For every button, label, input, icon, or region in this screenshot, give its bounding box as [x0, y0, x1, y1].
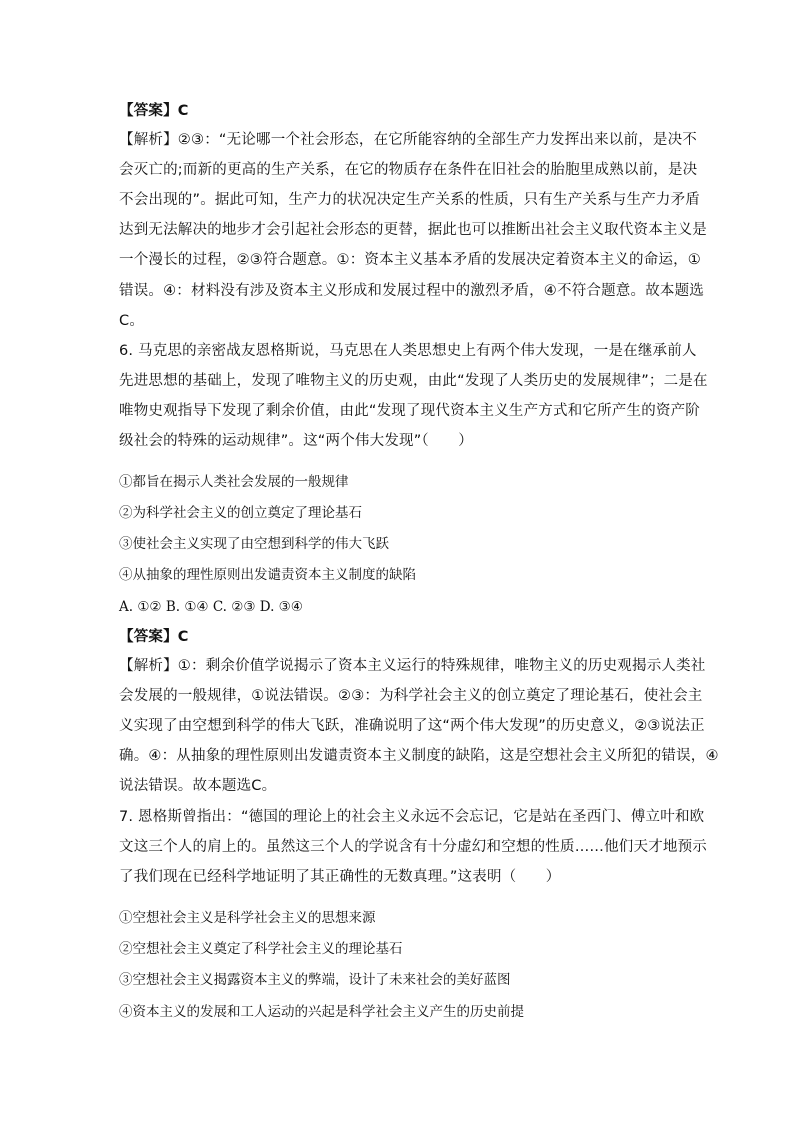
question-6-choices: A. ①② B. ①④ C. ②③ D. ③④: [119, 599, 303, 615]
question-6-option-4: ④从抽象的理性原则出发谴责资本主义制度的缺陷: [119, 567, 416, 583]
question-7-option-3: ③空想社会主义揭露资本主义的弊端，设计了未来社会的美好蓝图: [119, 972, 511, 988]
answer-label-5: 【答案】C: [119, 103, 189, 119]
analysis-6-line-2: 会发展的一般规律，①说法错误。②③：为科学社会主义的创立奠定了理论基石，使社会主: [119, 688, 703, 704]
analysis-5-line-6: 错误。④：材料没有涉及资本主义形成和发展过程中的激烈矛盾，④不符合题意。故本题选: [119, 283, 704, 299]
question-7-option-1: ①空想社会主义是科学社会主义的思想来源: [119, 910, 376, 926]
question-7-line-2: 文这三个人的肩上的。虽然这三个人的学说含有十分虚幻和空想的性质……他们天才地预示: [119, 839, 707, 855]
question-6-option-3: ③使社会主义实现了由空想到科学的伟大飞跃: [119, 536, 389, 552]
question-7-line-3: 了我们现在已经科学地证明了其正确性的无数真理。”这表明（ ）: [119, 869, 561, 885]
question-6-line-2: 先进思想的基础上，发现了唯物主义的历史观，由此“发现了人类历史的发展规律”；二是在: [119, 373, 708, 389]
analysis-5-line-2: 会灭亡的;而新的更高的生产关系，在它的物质存在条件在旧社会的胎胞里成熟以前，是决: [119, 162, 698, 178]
question-6-option-2: ②为科学社会主义的创立奠定了理论基石: [119, 505, 362, 521]
analysis-6-line-5: 说法错误。故本题选C。: [119, 778, 277, 794]
analysis-5-line-4: 达到无法解决的地步才会引起社会形态的更替，据此也可以推断出社会主义取代资本主义是: [119, 222, 707, 238]
analysis-5-line-7: C。: [119, 313, 145, 329]
question-6-line-4: 级社会的特殊的运动规律”。这“两个伟大发现”（ ）: [119, 433, 473, 449]
answer-label-6: 【答案】C: [119, 629, 189, 645]
question-7-option-4: ④资本主义的发展和工人运动的兴起是科学社会主义产生的历史前提: [119, 1004, 524, 1020]
analysis-5-line-5: 一个漫长的过程，②③符合题意。①：资本主义基本矛盾的发展决定着资本主义的命运，①: [119, 252, 701, 268]
analysis-6-line-1: 【解析】①：剩余价值学说揭示了资本主义运行的特殊规律，唯物主义的历史观揭示人类社: [119, 658, 706, 674]
analysis-6-line-4: 确。④：从抽象的理性原则出发谴责资本主义制度的缺陷，这是空想社会主义所犯的错误，④: [119, 748, 719, 764]
question-6-line-3: 唯物史观指导下发现了剩余价值，由此“发现了现代资本主义生产方式和它所产生的资产阶: [119, 403, 701, 419]
analysis-6-line-3: 义实现了由空想到科学的伟大飞跃，准确说明了这“两个伟大发现”的历史意义，②③说法正: [119, 718, 705, 734]
question-7-option-2: ②空想社会主义奠定了科学社会主义的理论基石: [119, 941, 403, 957]
question-6-line-1: 6. 马克思的亲密战友恩格斯说，马克思在人类思想史上有两个伟大发现，一是在继承前人: [119, 343, 697, 359]
question-6-option-1: ①都旨在揭示人类社会发展的一般规律: [119, 474, 349, 490]
analysis-5-line-1: 【解析】②③：“无论哪一个社会形态，在它所能容纳的全部生产力发挥出来以前，是决不: [119, 132, 698, 148]
analysis-5-line-3: 不会出现的”。据此可知，生产力的状况决定生产关系的性质，只有生产关系与生产力矛盾: [119, 192, 701, 208]
question-7-line-1: 7. 恩格斯曾指出：“德国的理论上的社会主义永远不会忘记，它是站在圣西门、傅立叶和欧: [119, 809, 705, 825]
